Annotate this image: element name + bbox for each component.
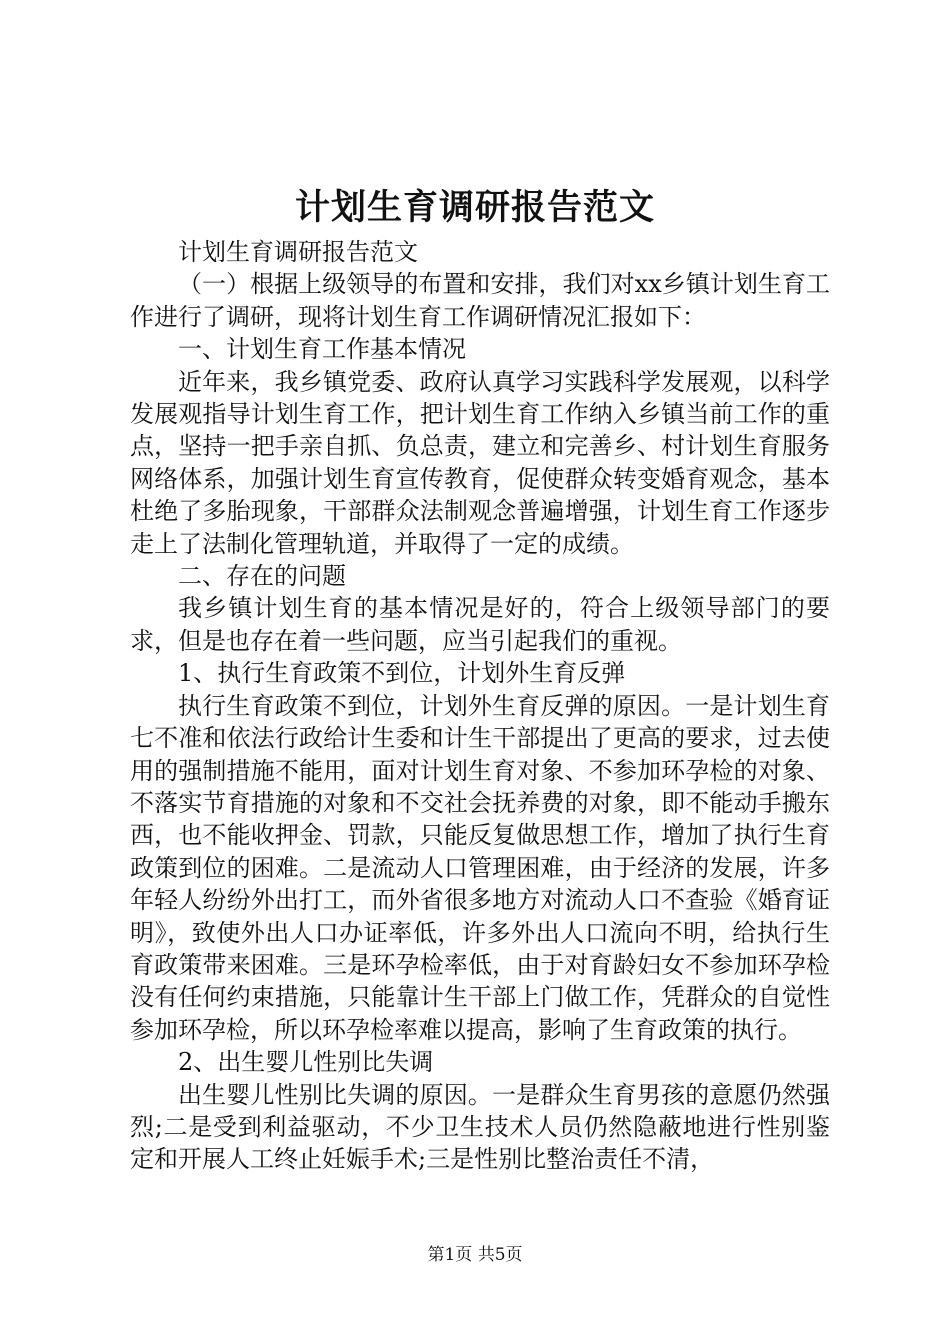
paragraph-problems-overview: 我乡镇计划生育的基本情况是好的，符合上级领导部门的要求，但是也存在着一些问题，应当引起我们的重视。 bbox=[130, 594, 830, 655]
page-number-footer: 第1页 共5页 bbox=[427, 1245, 523, 1265]
subheading-sex-ratio: 2、出生婴儿性别比失调 bbox=[178, 1048, 434, 1077]
subheading-policy-execution: 1、执行生育政策不到位，计划外生育反弹 bbox=[178, 659, 626, 688]
paragraph-sex-ratio: 出生婴儿性别比失调的原因。一是群众生育男孩的意愿仍然强烈;二是受到利益驱动，不少卫生技术人员仍然隐蔽地进行性别鉴定和开展人工终止妊娠手术;三是性别比整治责任不清， bbox=[130, 1080, 830, 1174]
document-body bbox=[130, 236, 830, 1176]
paragraph-heading-repeat: 计划生育调研报告范文 bbox=[178, 238, 418, 266]
paragraph-policy-execution: 执行生育政策不到位，计划外生育反弹的原因。一是计划生育七不准和依法行政给计生委和计生干部提出了更高的要求，过去使用的强制措施不能用，面对计划生育对象、不参加环孕检的对象、不落实节育措施的对象和不交社会抚养费的对象，即不能动手搬东西，也不能收押金、罚款，只能反复做思想工作，增加了执行生育政策到位的困难。二是流动人口管理困难，由于经济的发展，许多年轻人纷纷外出打工，而外省很多地方对流动人口不查验《婚育证明》，致使外出人口办证率低，许多外出人口流向不明，给执行生育政策带来困难。三是环孕检率低，由于对育龄妇女不参加环孕检没有任何约束措施，只能靠计生干部上门做工作，凭群众的自觉性参加环孕检，所以环孕检率难以提高，影响了生育政策的执行。 bbox=[130, 691, 830, 1044]
section-heading-problems: 二、存在的问题 bbox=[178, 562, 346, 591]
document-title: 计划生育调研报告范文 bbox=[294, 187, 655, 228]
paragraph-intro: （一）根据上级领导的布置和安排，我们对xx乡镇计划生育工作进行了调研，现将计划生育工作调研情况汇报如下： bbox=[130, 270, 830, 331]
section-heading-basic-situation: 一、计划生育工作基本情况 bbox=[178, 335, 466, 364]
paragraph-basic-situation: 近年来，我乡镇党委、政府认真学习实践科学发展观，以科学发展观指导计划生育工作，把计划生育工作纳入乡镇当前工作的重点，坚持一把手亲自抓、负总责，建立和完善乡、村计划生育服务网络体系，加强计划生育宣传教育，促使群众转变婚育观念，基本杜绝了多胎现象，干部群众法制观念普遍增强，计划生育工作逐步走上了法制化管理轨道，并取得了一定的成绩。 bbox=[130, 367, 830, 558]
